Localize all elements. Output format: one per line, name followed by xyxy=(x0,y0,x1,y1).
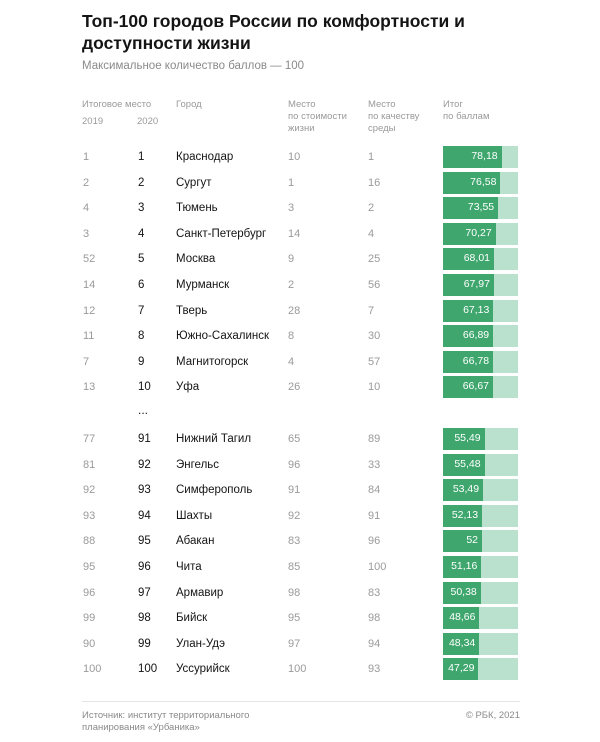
score-label: 48,34 xyxy=(448,636,476,649)
table-row xyxy=(0,555,600,579)
city-cell: Армавир xyxy=(176,586,224,599)
env-rank-cell: 4 xyxy=(368,227,375,240)
table-row xyxy=(0,273,600,297)
rank-2019-cell: 96 xyxy=(83,586,96,599)
score-bar-track xyxy=(443,325,518,347)
source-line-1: Источник: институт территориального xyxy=(82,710,250,721)
score-label: 52 xyxy=(466,534,478,547)
env-rank-cell: 93 xyxy=(368,663,381,676)
env-rank-cell: 30 xyxy=(368,330,381,343)
env-rank-cell: 94 xyxy=(368,637,381,650)
header-score-line2: по баллам xyxy=(443,111,490,122)
cost-rank-cell: 26 xyxy=(288,381,301,394)
table-row xyxy=(0,324,600,348)
rows-gap-ellipsis: ... xyxy=(138,403,149,417)
header-cost-rank-line1: Место xyxy=(288,99,316,110)
chart-subtitle: Максимальное количество баллов — 100 xyxy=(82,60,305,72)
env-rank-cell: 91 xyxy=(368,509,381,522)
env-rank-cell: 96 xyxy=(368,535,381,548)
city-cell: Уссурийск xyxy=(176,663,230,676)
rank-2019-cell: 11 xyxy=(83,330,95,343)
score-bar xyxy=(443,454,485,476)
score-bar xyxy=(443,325,493,347)
rank-2019-cell: 3 xyxy=(83,227,90,240)
score-bar xyxy=(443,223,496,245)
cost-rank-cell: 83 xyxy=(288,535,301,548)
score-bar-track xyxy=(443,530,518,552)
rank-2019-cell: 92 xyxy=(83,484,96,497)
cost-rank-cell: 8 xyxy=(288,330,295,343)
score-bar xyxy=(443,428,485,450)
rank-2019-cell: 81 xyxy=(83,458,96,471)
score-bar-track xyxy=(443,479,518,501)
header-env-rank-line1: Место xyxy=(368,99,396,110)
cost-rank-cell: 98 xyxy=(288,586,301,599)
cost-rank-cell: 92 xyxy=(288,509,301,522)
score-label: 68,01 xyxy=(463,252,490,265)
city-cell: Шахты xyxy=(176,509,213,522)
table-row xyxy=(0,196,600,220)
header-env-rank-line2: по качеству xyxy=(368,111,420,122)
cost-rank-cell: 9 xyxy=(288,253,295,266)
rank-2019-cell: 77 xyxy=(83,433,96,445)
env-rank-cell: 33 xyxy=(368,458,381,471)
score-bar-track xyxy=(443,172,518,194)
rank-2020-cell: 1 xyxy=(138,151,145,163)
rank-2020-cell: 8 xyxy=(138,330,145,343)
chart-title: Топ-100 городов России по комфортности и доступности жизни xyxy=(82,11,465,53)
rank-2019-cell: 4 xyxy=(83,202,90,215)
cost-rank-cell: 14 xyxy=(288,227,301,240)
score-bar xyxy=(443,658,478,680)
header-year-2020: 2020 xyxy=(137,116,159,127)
env-rank-cell: 25 xyxy=(368,253,381,266)
rank-2019-cell: 14 xyxy=(83,279,96,291)
score-bar xyxy=(443,556,481,578)
rank-2019-cell: 93 xyxy=(83,509,96,522)
cost-rank-cell: 85 xyxy=(288,561,301,573)
city-cell: Краснодар xyxy=(176,151,234,163)
cost-rank-cell: 28 xyxy=(288,304,301,317)
env-rank-cell: 16 xyxy=(368,176,381,189)
rank-2019-cell: 7 xyxy=(83,355,90,368)
rank-2020-cell: 99 xyxy=(138,637,151,650)
rank-2019-cell: 52 xyxy=(83,253,96,266)
city-cell: Санкт-Петербург xyxy=(176,227,267,240)
score-bar-track xyxy=(443,607,518,629)
score-bar-track xyxy=(443,428,518,450)
footer-divider xyxy=(82,701,520,702)
score-bar xyxy=(443,274,494,296)
copyright: © РБК, 2021 xyxy=(465,710,520,721)
rank-2020-cell: 6 xyxy=(138,279,145,291)
city-cell: Энгельс xyxy=(176,458,220,471)
score-bar xyxy=(443,172,500,194)
cost-rank-cell: 97 xyxy=(288,637,301,650)
rank-2019-cell: 2 xyxy=(83,176,90,189)
table-row xyxy=(0,581,600,605)
city-cell: Южно-Сахалинск xyxy=(176,330,269,343)
table-row xyxy=(0,247,600,271)
city-cell: Уфа xyxy=(176,381,200,394)
rank-2019-cell: 90 xyxy=(83,637,96,650)
score-label: 66,67 xyxy=(462,380,489,393)
rank-2020-cell: 91 xyxy=(138,433,151,445)
score-label: 48,66 xyxy=(449,611,476,624)
table-row xyxy=(0,657,600,681)
score-bar xyxy=(443,248,494,270)
table-row xyxy=(0,632,600,656)
env-rank-cell: 57 xyxy=(368,355,381,368)
header-score xyxy=(443,99,489,123)
rank-2020-cell: 10 xyxy=(138,381,151,394)
score-bar xyxy=(443,376,493,398)
cost-rank-cell: 96 xyxy=(288,458,301,471)
score-bar-track xyxy=(443,274,518,296)
score-bar-track xyxy=(443,351,518,373)
rank-2020-cell: 94 xyxy=(138,509,151,522)
header-cost-rank-line3: жизни xyxy=(288,123,315,134)
rank-2019-cell: 99 xyxy=(83,612,96,625)
score-label: 66,78 xyxy=(462,354,490,367)
table-row xyxy=(0,478,600,502)
score-label: 53,49 xyxy=(452,483,480,496)
cost-rank-cell: 10 xyxy=(288,151,301,163)
rank-2020-cell: 93 xyxy=(138,484,151,497)
cost-rank-cell: 91 xyxy=(288,484,301,497)
score-bar xyxy=(443,582,481,604)
header-env-rank xyxy=(368,99,419,135)
cost-rank-cell: 100 xyxy=(288,663,307,676)
rank-2020-cell: 97 xyxy=(138,586,151,599)
city-cell: Чита xyxy=(176,561,202,573)
score-label: 55,49 xyxy=(454,432,481,444)
score-bar-track xyxy=(443,454,518,476)
env-rank-cell: 56 xyxy=(368,279,381,291)
rank-2020-cell: 4 xyxy=(138,227,145,240)
city-cell: Тюмень xyxy=(176,202,218,215)
rank-2019-cell: 13 xyxy=(83,381,96,394)
score-bar-track xyxy=(443,505,518,527)
score-bar-track xyxy=(443,376,518,398)
source-line-2: планирования «Урбаника» xyxy=(82,722,200,733)
cost-rank-cell: 3 xyxy=(288,202,295,215)
score-label: 67,97 xyxy=(463,278,490,290)
table-row xyxy=(0,171,600,195)
table-row xyxy=(0,427,600,451)
score-label: 78,18 xyxy=(471,150,498,162)
table-row xyxy=(0,606,600,630)
env-rank-cell: 1 xyxy=(368,151,375,163)
table-row xyxy=(0,299,600,323)
score-bar-track xyxy=(443,197,518,219)
score-label: 47,29 xyxy=(448,662,475,675)
rank-2019-cell: 95 xyxy=(83,561,96,573)
table-row xyxy=(0,453,600,477)
rank-2020-cell: 3 xyxy=(138,202,145,215)
score-bar-track xyxy=(443,300,518,322)
score-bar-track xyxy=(443,146,518,168)
score-bar xyxy=(443,633,479,655)
score-label: 70,27 xyxy=(465,226,492,239)
city-cell: Тверь xyxy=(176,304,208,317)
table-row xyxy=(0,145,600,169)
header-score-line1: Итог xyxy=(443,99,463,110)
score-bar-track xyxy=(443,556,518,578)
header-env-rank-line3: среды xyxy=(368,123,396,134)
rank-2019-cell: 88 xyxy=(83,535,96,548)
header-final-place: Итоговое место xyxy=(82,99,152,110)
env-rank-cell: 84 xyxy=(368,484,381,497)
env-rank-cell: 83 xyxy=(368,586,381,599)
score-bar xyxy=(443,197,498,219)
score-bar-track xyxy=(443,633,518,655)
env-rank-cell: 89 xyxy=(368,433,381,445)
source-note xyxy=(82,710,322,734)
rank-2020-cell: 7 xyxy=(138,304,145,317)
score-bar xyxy=(443,351,493,373)
score-label: 55,48 xyxy=(454,457,481,470)
table-row xyxy=(0,350,600,374)
city-cell: Улан-Удэ xyxy=(176,637,225,650)
rank-2020-cell: 9 xyxy=(138,355,145,368)
city-cell: Мурманск xyxy=(176,279,230,291)
score-bar xyxy=(443,530,482,552)
rank-2019-cell: 12 xyxy=(83,304,96,317)
score-label: 67,13 xyxy=(463,303,490,316)
city-cell: Магнитогорск xyxy=(176,355,249,368)
env-rank-cell: 2 xyxy=(368,202,375,215)
city-cell: Москва xyxy=(176,253,216,266)
env-rank-cell: 100 xyxy=(368,561,387,573)
score-bar xyxy=(443,607,479,629)
header-city: Город xyxy=(176,99,202,110)
city-cell: Бийск xyxy=(176,612,208,625)
header-year-2019: 2019 xyxy=(82,116,104,127)
cost-rank-cell: 95 xyxy=(288,612,301,625)
rank-2020-cell: 5 xyxy=(138,253,145,266)
table-row xyxy=(0,529,600,553)
table-row xyxy=(0,375,600,399)
score-label: 73,55 xyxy=(467,201,495,214)
score-label: 66,89 xyxy=(462,329,490,342)
cost-rank-cell: 1 xyxy=(288,176,295,189)
rank-2019-cell: 100 xyxy=(83,663,102,676)
env-rank-cell: 98 xyxy=(368,612,381,625)
rank-2020-cell: 98 xyxy=(138,612,151,625)
rank-2020-cell: 92 xyxy=(138,458,151,471)
env-rank-cell: 7 xyxy=(368,304,375,317)
score-bar-track xyxy=(443,658,518,680)
cost-rank-cell: 2 xyxy=(288,279,295,291)
env-rank-cell: 10 xyxy=(368,381,381,394)
rank-2020-cell: 95 xyxy=(138,535,151,548)
score-bar-track xyxy=(443,248,518,270)
rank-2020-cell: 100 xyxy=(138,663,158,676)
rank-2019-cell: 1 xyxy=(83,151,90,163)
table-row xyxy=(0,222,600,246)
header-cost-rank xyxy=(288,99,347,135)
city-cell: Нижний Тагил xyxy=(176,433,252,445)
city-cell: Абакан xyxy=(176,535,215,548)
score-bar-track xyxy=(443,582,518,604)
city-cell: Сургут xyxy=(176,176,212,189)
table-row xyxy=(0,504,600,528)
rank-2020-cell: 96 xyxy=(138,561,151,573)
score-label: 52,13 xyxy=(451,508,479,521)
score-label: 76,58 xyxy=(470,175,497,188)
city-cell: Симферополь xyxy=(176,484,253,497)
rank-2020-cell: 2 xyxy=(138,176,145,189)
cost-rank-cell: 4 xyxy=(288,355,295,368)
header-cost-rank-line2: по стоимости xyxy=(288,111,347,122)
score-bar-track xyxy=(443,223,518,245)
score-bar xyxy=(443,146,502,168)
score-bar xyxy=(443,300,493,322)
cost-rank-cell: 65 xyxy=(288,433,301,445)
score-label: 51,16 xyxy=(451,560,478,572)
score-bar xyxy=(443,479,483,501)
score-bar xyxy=(443,505,482,527)
score-label: 50,38 xyxy=(450,585,477,598)
